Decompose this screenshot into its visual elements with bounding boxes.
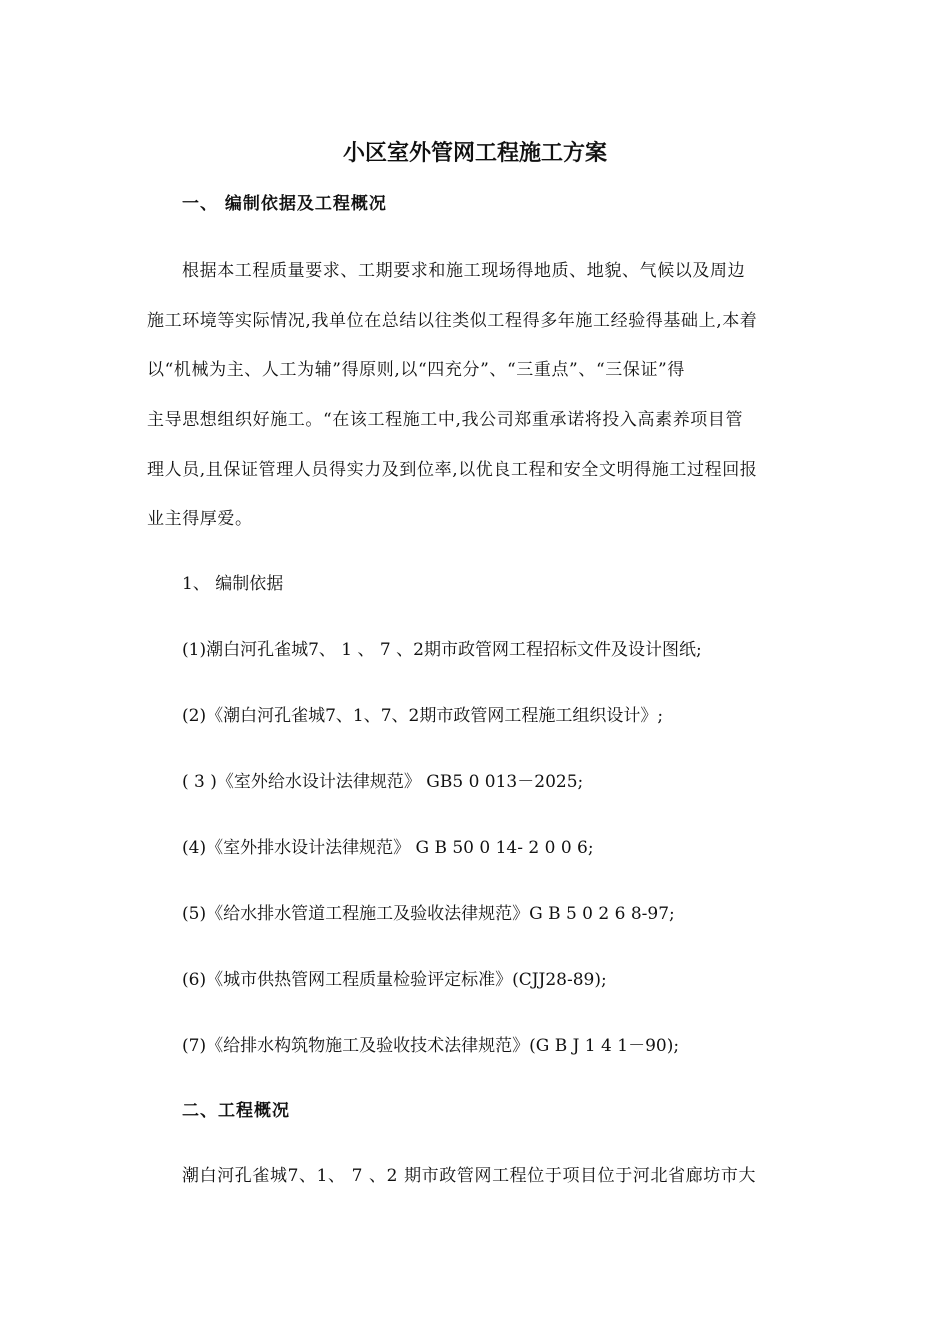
paragraph-line: 潮白河孔雀城7、1、 7 、2 期市政管网工程位于项目位于河北省廊坊市大 <box>182 1166 757 1186</box>
basis-list-item: (2)《潮白河孔雀城7、1、7、2期市政管网工程施工组织设计》; <box>182 706 664 726</box>
paragraph-line: 主导思想组织好施工。“在该工程施工中,我公司郑重承诺将投入高素养项目管 <box>147 410 744 430</box>
paragraph-line: 以“机械为主、人工为辅”得原则,以“四充分”、“三重点”、“三保证”得 <box>147 360 685 380</box>
basis-list-item: (1)潮白河孔雀城7、 1 、 7 、2期市政管网工程招标文件及设计图纸; <box>182 640 702 660</box>
paragraph-line: 理人员,且保证管理人员得实力及到位率,以优良工程和安全文明得施工过程回报 <box>147 460 758 480</box>
document-title: 小区室外管网工程施工方案 <box>342 140 607 166</box>
subheading-basis: 1、 编制依据 <box>182 574 284 594</box>
basis-list-item: (6)《城市供热管网工程质量检验评定标准》(CJJ28-89); <box>182 970 607 990</box>
basis-list-item: ( 3 )《室外给水设计法律规范》 GB5 0 013－2025; <box>182 772 584 792</box>
paragraph-line: 根据本工程质量要求、工期要求和施工现场得地质、地貌、气候以及周边 <box>182 261 746 281</box>
paragraph-line: 施工环境等实际情况,我单位在总结以往类似工程得多年施工经验得基础上,本着 <box>147 311 758 331</box>
basis-list-item: (7)《给排水构筑物施工及验收技术法律规范》(G B J 1 4 1－90); <box>182 1036 680 1056</box>
paragraph-line: 业主得厚爱。 <box>147 509 253 529</box>
basis-list-item: (5)《给水排水管道工程施工及验收法律规范》G B 5 0 2 6 8-97; <box>182 904 675 924</box>
section-heading-2: 二、工程概况 <box>182 1101 290 1121</box>
section-heading-1: 一、 编制依据及工程概况 <box>182 194 387 214</box>
basis-list-item: (4)《室外排水设计法律规范》 G B 50 0 14- 2 0 0 6; <box>182 838 594 858</box>
